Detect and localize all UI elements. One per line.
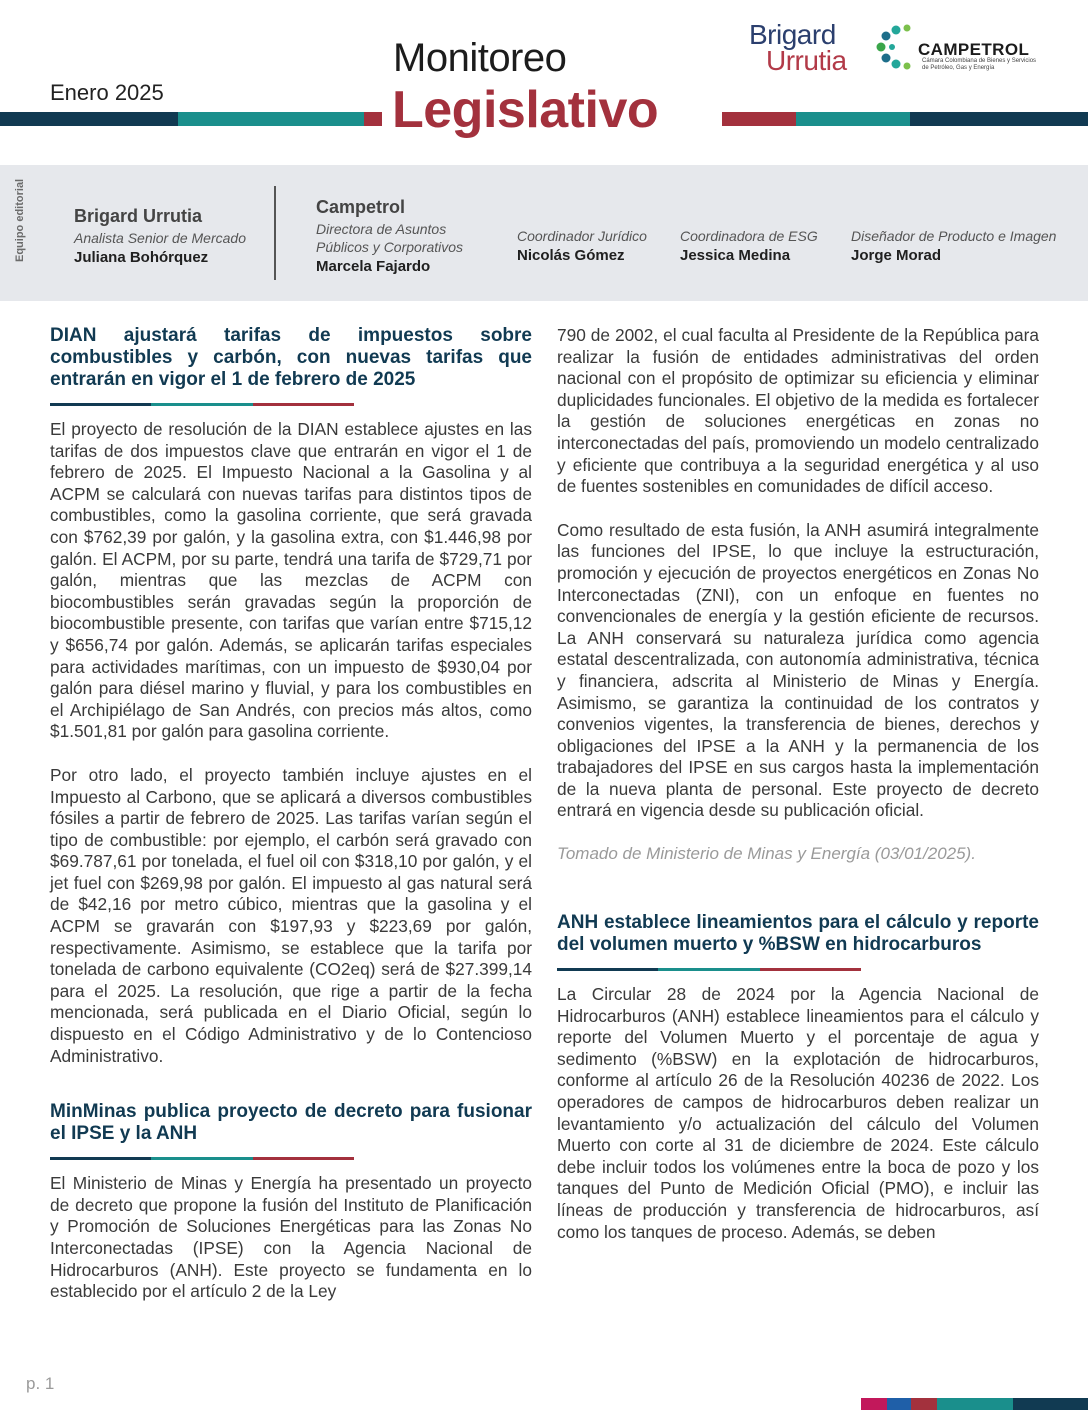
editor-marcela — [316, 197, 476, 275]
title-legislativo: Legislativo — [392, 81, 659, 139]
footer-bar-blue — [887, 1398, 911, 1410]
editor-juliana — [74, 206, 246, 266]
footer-bar-navy — [1013, 1398, 1088, 1410]
issue-date: Enero 2025 — [50, 80, 164, 105]
editor-name: Nicolás Gómez — [517, 247, 625, 264]
article-paragraph: Como resultado de esta fusión, la ANH asumirá integralmente las funciones del IPSE, lo que incluye la estructuración, promoción y ejecución de proyectos energéticos en Zonas No Interconectadas (ZNI), con un enfoque en fuentes no convencionales de energía y la gestión eficiente de recursos. La ANH conservará su naturaleza jurídica como agencia estatal descentralizada, con autonomía administrativa, técnica y financiera, adscrita al Ministerio de Minas y Energía. Asimismo, se garantiza la continuidad de los contratos y convenios vigentes, la transferencia de bienes, derechos y obligaciones del IPSE a la ANH y la permanencia de los trabajadores del IPSE en sus cargos hasta la implementación de la nueva planta de personal. Este proyecto de decreto entrará en vigencia desde su publicación oficial. — [557, 519, 1039, 821]
brigard-urrutia-logo — [749, 19, 847, 76]
header-bar-teal-left — [178, 112, 364, 126]
editor-role: Coordinador Jurídico — [517, 228, 647, 244]
editor-jessica — [680, 227, 818, 264]
header-bar-teal-right — [796, 112, 910, 126]
right-column — [557, 325, 1039, 1243]
editor-org: Campetrol — [316, 197, 406, 217]
editor-role: Analista Senior de Mercado — [74, 230, 246, 246]
header-bar-navy-right — [910, 112, 1088, 126]
article-paragraph: El Ministerio de Minas y Energía ha presentado un proyecto de decreto que propone la fusión del Instituto de Planificación y Promoción de Soluciones Energéticas para las Zonas No Interconectadas (IPSE) con la Agencia Nacional de Hidrocarburos (ANH). Este proyecto se fundamenta en lo establecido por el artículo 2 de la Ley — [50, 1173, 532, 1302]
editor-name: Juliana Bohórquez — [74, 249, 209, 266]
title-underline — [50, 1157, 354, 1160]
campetrol-subtitle: Cámara Colombiana de Bienes y Servicios de Petróleo, Gas y Energía — [922, 58, 1037, 71]
editorial-divider — [274, 186, 276, 280]
header-bar-red-left — [364, 112, 382, 126]
article-title-dian: DIAN ajustará tarifas de impuestos sobre combustibles y carbón, con nuevas tarifas que entrarán en vigor el 1 de febrero de 2025 — [50, 325, 532, 390]
editor-jorge — [851, 227, 1056, 264]
editor-name: Jorge Morad — [851, 247, 942, 264]
editor-nicolas — [517, 227, 647, 264]
article-title-minminas: MinMinas publica proyecto de decreto para fusionar el IPSE y la ANH — [50, 1101, 532, 1145]
brigard-logo-line1: Brigard — [749, 19, 836, 50]
editor-role: Diseñador de Producto e Imagen — [851, 228, 1057, 244]
footer-bar-teal — [937, 1398, 1013, 1410]
page-number: p. 1 — [26, 1374, 55, 1393]
footer-bar-magenta — [861, 1398, 887, 1410]
article-paragraph: 790 de 2002, el cual faculta al Presidente de la República para realizar la fusión de entidades administrativas del orden nacional con el propósito de optimizar su eficiencia y eliminar duplicidades funcionales. El objetivo de la medida es fortalecer la gestión de soluciones energéticas en zonas no interconectadas del país, promoviendo un modelo centralizado y eficiente que contribuya a la seguridad energética y al uso de fuentes sostenibles en comunidades de difícil acceso. — [557, 325, 1039, 497]
editor-role: Coordinadora de ESG — [680, 228, 818, 244]
footer-bar-red — [911, 1398, 937, 1410]
editor-org: Brigard Urrutia — [74, 206, 203, 226]
title-underline — [50, 403, 354, 406]
article-source: Tomado de Ministerio de Minas y Energía (03/01/2025). — [557, 844, 976, 864]
campetrol-name: CAMPETROL — [918, 40, 1030, 59]
header-bar-red-right — [722, 112, 796, 126]
editor-name: Marcela Fajardo — [316, 258, 431, 275]
editorial-label: Equipo editorial — [14, 178, 26, 262]
title-monitoreo: Monitoreo — [393, 36, 567, 80]
article-paragraph: El proyecto de resolución de la DIAN establece ajustes en las tarifas de dos impuestos clave que entrarán en vigor el 1 de febrero de 2025. El Impuesto Nacional a la Gasolina y al ACPM se calculará con nuevas tarifas para distintos tipos de combustibles, como la gasolina corriente, que será gravada con $762,39 por galón, y la gasolina extra, con $1.446,98 por galón. El ACPM, por su parte, tendrá una tarifa de $729,71 por galón, mientras que las mezclas de ACPM con biocombustibles serán gravadas según la proporción de biocombustible presente, con tarifas que varían entre $715,12 y $656,74 por galón. Además, se aplicarán tarifas especiales para actividades marítimas, con un impuesto de $930,04 por galón para diésel marino y fluvial, y para los combustibles en el Archipiélago de San Andrés, con precios más altos, como $1.501,81 por galón para gasolina corriente. — [50, 419, 532, 742]
editor-name: Jessica Medina — [680, 247, 791, 264]
brigard-logo-line2: Urrutia — [766, 45, 847, 76]
title-underline — [557, 968, 861, 971]
left-column — [50, 325, 532, 1303]
article-paragraph: Por otro lado, el proyecto también incluye ajustes en el Impuesto al Carbono, que se aplicará a diversos combustibles fósiles a partir de febrero de 2025. Las tarifas varían según el tipo de combustible: por ejemplo, el carbón será gravado con $69.787,61 por tonelada, el fuel oil con $318,10 por galón, y el jet fuel con $269,98 por galón. El impuesto al gas natural será de $42,16 por metro cúbico, mientras que la gasolina y el ACPM se gravarán con $197,93 y $223,69 por galón, respectivamente. Asimismo, se establece que la tarifa por tonelada de carbono equivalente (CO2eq) será de $27.399,14 para el 2025. La resolución, que rige a partir de la fecha mencionada, será publicada en el Diario Oficial, según lo dispuesto en el Código Administrativo y de lo Contencioso Administrativo. — [50, 764, 532, 1066]
article-paragraph: La Circular 28 de 2024 por la Agencia Nacional de Hidrocarburos (ANH) establece lineamientos para el cálculo y reporte del Volumen Muerto y el porcentaje de agua y sedimento (%BSW) en la explotación de hidrocarburos, conforme al artículo 26 de la Resolución 40236 de 2022. Los operadores de campos de hidrocarburos deben realizar un levantamiento y/o actualización del cálculo del Volumen Muerto con corte al 31 de diciembre de 2024. Este cálculo debe incluir todos los volúmenes entre la boca de pozo y los tanques del Punto de Medición Oficial (PMO), e incluir las líneas de producción y transferencia de hidrocarburos, así como los tanques de proceso. Además, se deben — [557, 984, 1039, 1242]
header-bar-navy-left — [0, 112, 178, 126]
editor-role: Directora de Asuntos Públicos y Corporativos — [316, 221, 464, 255]
article-title-anh: ANH establece lineamientos para el cálculo y reporte del volumen muerto y %BSW en hidrocarburos — [557, 912, 1039, 956]
